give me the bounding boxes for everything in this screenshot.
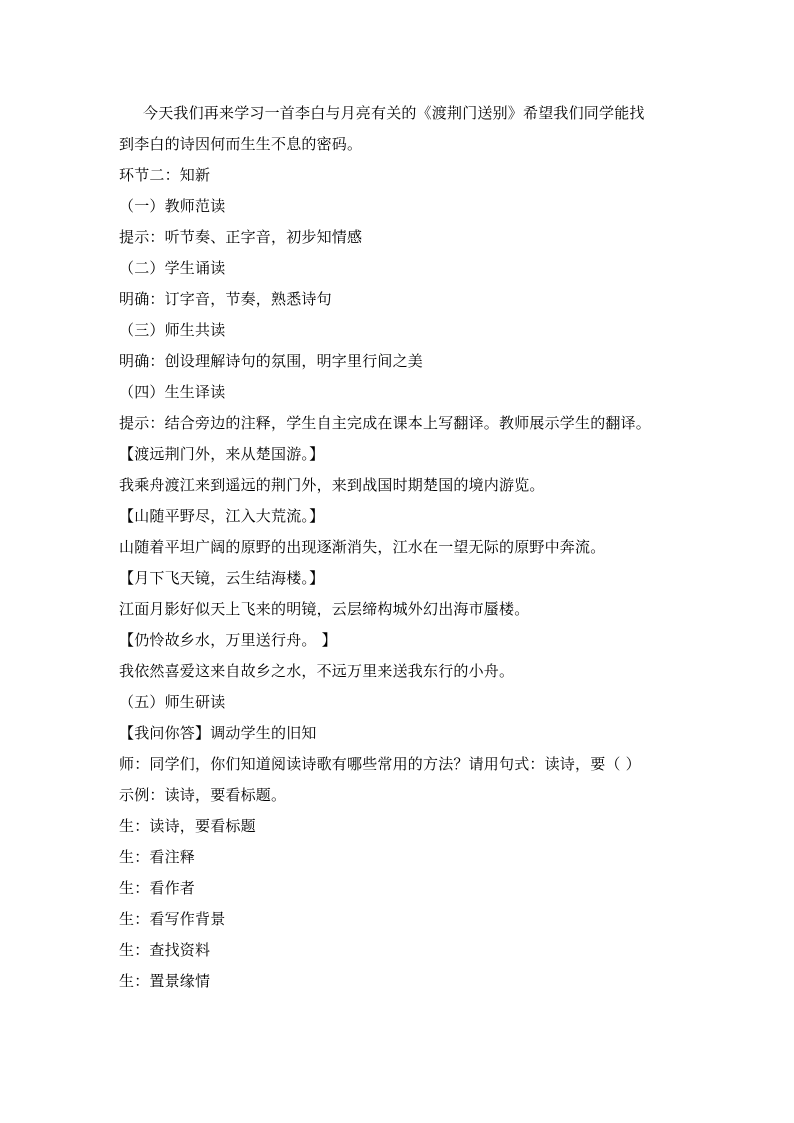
- student-answer-line: 生：读诗，要看标题: [119, 817, 256, 835]
- text-line: 示例：读诗，要看标题。: [119, 786, 287, 804]
- student-answer-line: 生：查找资料: [119, 941, 211, 959]
- poem-line: 【月下飞天镜，云生结海楼。】: [119, 569, 325, 587]
- text-line: 明确：创设理解诗句的氛围，明字里行间之美: [119, 352, 424, 370]
- subsection-heading: （一）教师范读: [119, 197, 226, 215]
- poem-line: 【渡远荆门外，来从楚国游。】: [119, 445, 325, 463]
- translation-line: 我乘舟渡江来到遥远的荆门外，来到战国时期楚国的境内游览。: [119, 476, 545, 494]
- subsection-heading: （三）师生共读: [119, 321, 226, 339]
- translation-line: 江面月影好似天上飞来的明镜，云层缔构城外幻出海市蜃楼。: [119, 600, 530, 618]
- student-answer-line: 生：看写作背景: [119, 910, 226, 928]
- poem-line: 【仍怜故乡水，万里送行舟。 】: [119, 631, 337, 649]
- text-line: 【我问你答】调动学生的旧知: [119, 724, 317, 742]
- subsection-heading: （五）师生研读: [119, 693, 226, 711]
- document-body: [119, 98, 699, 997]
- student-answer-line: 生：看作者: [119, 879, 196, 897]
- intro-paragraph-line-1: 今天我们再来学习一首李白与月亮有关的《渡荆门送别》希望我们同学能找: [143, 104, 645, 122]
- section-heading: 环节二：知新: [119, 166, 211, 184]
- text-line: 明确：订字音，节奏，熟悉诗句: [119, 290, 332, 308]
- student-answer-line: 生：看注释: [119, 848, 196, 866]
- translation-line: 我依然喜爱这来自故乡之水，不远万里来送我东行的小舟。: [119, 662, 515, 680]
- student-answer-line: 生：置景缘情: [119, 972, 211, 990]
- subsection-heading: （四）生生译读: [119, 383, 226, 401]
- text-line: 提示：听节奏、正字音，初步知情感: [119, 228, 363, 246]
- text-line: 师：同学们，你们知道阅读诗歌有哪些常用的方法？请用句式：读诗，要（ ）: [119, 755, 641, 773]
- poem-line: 【山随平野尽，江入大荒流。】: [119, 507, 325, 525]
- text-line: 提示：结合旁边的注释，学生自主完成在课本上写翻译。教师展示学生的翻译。: [119, 414, 652, 432]
- subsection-heading: （二）学生诵读: [119, 259, 226, 277]
- intro-paragraph-line-2: 到李白的诗因何而生生不息的密码。: [119, 135, 363, 153]
- translation-line: 山随着平坦广阔的原野的出现逐渐消失，江水在一望无际的原野中奔流。: [119, 538, 606, 556]
